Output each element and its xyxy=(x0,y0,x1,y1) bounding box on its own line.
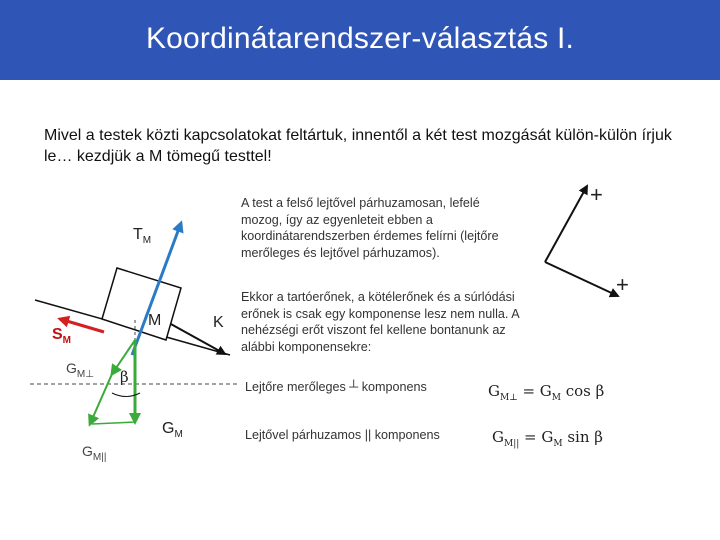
slide-title: Koordinátarendszer-választás I. xyxy=(145,22,575,55)
angle-label: β xyxy=(120,368,129,386)
par-component-label: Lejtővel párhuzamos || komponens xyxy=(245,428,440,442)
plus-upper-sign: + xyxy=(590,182,603,207)
gpar-label: $G_{M||}$ xyxy=(82,443,107,463)
gpar-arrow xyxy=(90,374,112,424)
axis-lower xyxy=(545,262,618,296)
block-label: M xyxy=(148,312,162,329)
gperp-label: $G_{M\perp}$ xyxy=(66,360,94,380)
perp-component-label: Lejtőre merőleges ┴ komponens xyxy=(245,380,427,394)
perp-formula: $G_{M\perp} = G_M$ cos β xyxy=(488,382,605,403)
plus-lower-sign: + xyxy=(616,272,629,297)
gpar-projection xyxy=(92,422,135,424)
tension-label: $T_M$ xyxy=(133,226,152,247)
par-formula: $G_{M||} = G_M$ sin β xyxy=(492,428,603,449)
gravity-label: $G_M$ xyxy=(162,420,183,441)
rope-label: K xyxy=(213,314,224,331)
coordinate-note: A test a felső lejtővel párhuzamosan, lefelé mozog, így az egyenleteit ebben a koordinátarendszerben érdemes felírni (lejtőre merőleges és lejtővel párhuzamos). xyxy=(241,196,499,260)
forces-note: Ekkor a tartóerőnek, a kötélerőnek és a súrlódási erőnek is csak egy komponense lesz nem nulla. A nehézségi erőt viszont fel kellene bontanunk az alábbi komponensekre: xyxy=(241,290,519,354)
friction-label: $S_M$ xyxy=(52,326,72,347)
intro-paragraph: Mivel a testek közti kapcsolatokat feltártuk, innentől a két test mozgását külön-külön írjuk le… kezdjük a M tömegű testtel! xyxy=(44,127,672,165)
axis-upper xyxy=(545,186,587,262)
